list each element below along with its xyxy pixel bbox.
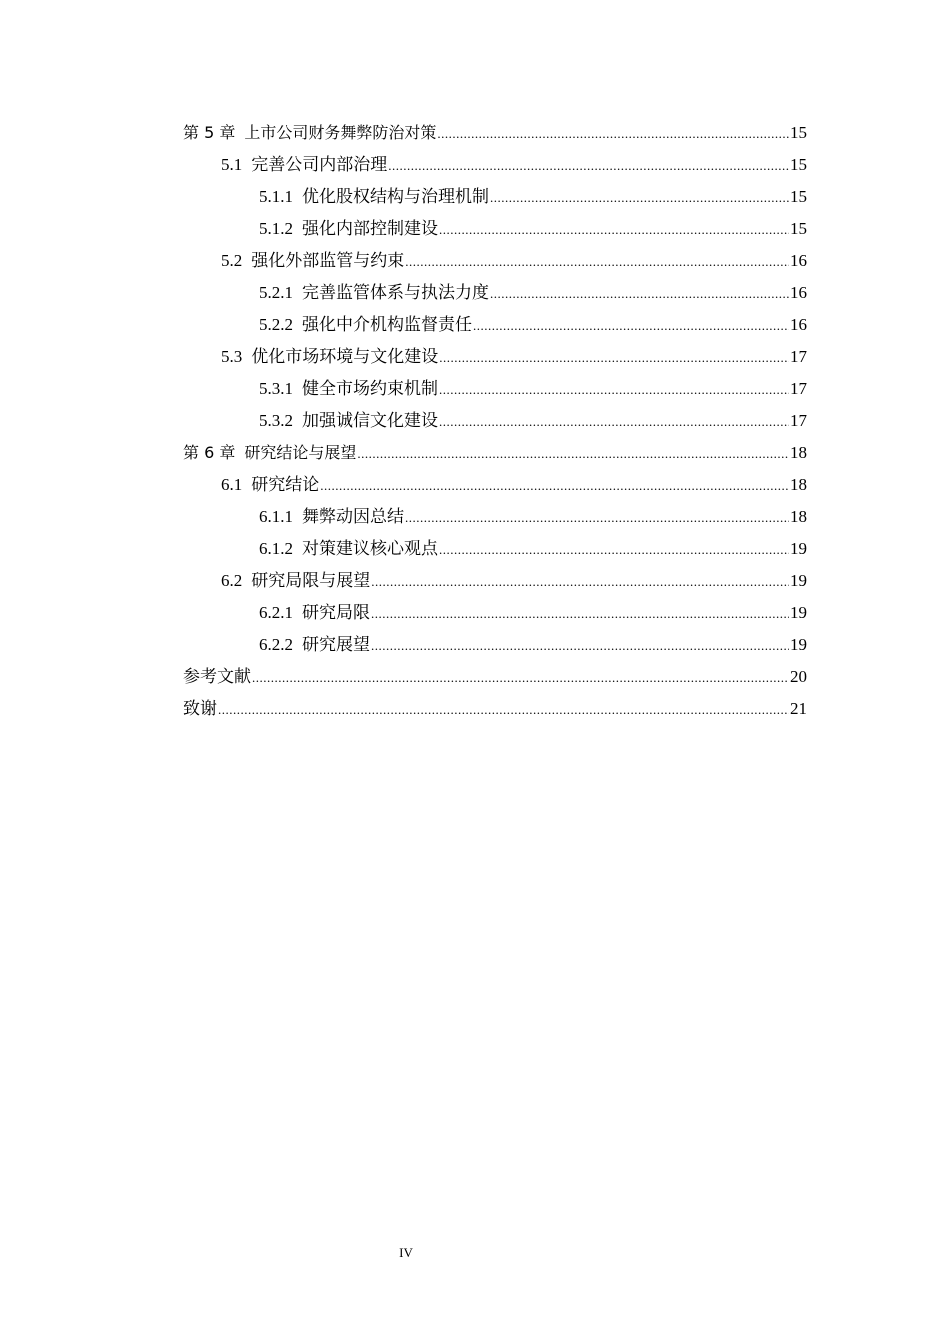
toc-entry-page: 17	[790, 411, 807, 430]
toc-entry-title	[221, 341, 438, 373]
toc-entry-text: 完善监管体系与执法力度	[302, 283, 489, 302]
toc-entry-page: 19	[790, 635, 807, 654]
toc-entry-title	[259, 629, 370, 661]
toc-dot-leader	[437, 118, 789, 150]
toc-entry[interactable]	[183, 373, 807, 405]
toc-dot-leader	[371, 566, 789, 598]
toc-entry-number: 5.1.1	[259, 187, 293, 206]
toc-entry-number: 6.2.1	[259, 603, 293, 622]
toc-entry-number: 第 5 章	[183, 123, 236, 142]
toc-entry-title	[259, 405, 438, 437]
toc-dot-leader	[405, 502, 789, 534]
toc-entry-page: 16	[790, 283, 807, 302]
toc-entry[interactable]	[183, 693, 807, 725]
toc-dot-leader	[405, 246, 789, 278]
toc-entry-title	[221, 245, 404, 277]
toc-entry-number: 第 6 章	[183, 443, 236, 462]
toc-dot-leader	[357, 438, 789, 470]
toc-entry-number: 6.2.2	[259, 635, 293, 654]
toc-entry-page: 19	[790, 539, 807, 558]
toc-entry-page: 20	[790, 667, 807, 686]
toc-entry-text: 健全市场约束机制	[302, 379, 438, 398]
toc-entry-page: 15	[790, 123, 807, 142]
toc-entry-page: 18	[790, 475, 807, 494]
toc-entry-text: 对策建议核心观点	[302, 539, 438, 558]
toc-entry-title	[259, 309, 472, 341]
toc-entry-page: 18	[790, 443, 807, 462]
toc-entry-text: 强化外部监管与约束	[251, 251, 405, 270]
toc-entry-text: 上市公司财务舞弊防治对策	[244, 123, 437, 142]
toc-entry[interactable]	[183, 565, 807, 597]
toc-entry-text: 研究展望	[302, 635, 370, 654]
toc-entry-text: 强化中介机构监督责任	[302, 315, 472, 334]
toc-entry-text: 参考文献	[183, 667, 251, 686]
toc-entry[interactable]	[183, 181, 807, 213]
toc-entry-number: 6.2	[221, 571, 243, 590]
toc-entry-title	[221, 469, 319, 501]
toc-entry[interactable]	[183, 661, 807, 693]
toc-entry-number: 5.1.2	[259, 219, 293, 238]
toc-dot-leader	[439, 214, 789, 246]
toc-entry-number: 5.2	[221, 251, 243, 270]
toc-entry-number: 6.1.2	[259, 539, 293, 558]
toc-entry-number: 5.3	[221, 347, 243, 366]
toc-entry-page: 15	[790, 187, 807, 206]
toc-dot-leader	[388, 150, 789, 182]
toc-entry-text: 致谢	[183, 699, 217, 718]
toc-dot-leader	[320, 470, 789, 502]
toc-entry[interactable]	[183, 277, 807, 309]
toc-entry-text: 研究局限	[302, 603, 370, 622]
toc-entry-number: 5.2.1	[259, 283, 293, 302]
toc-entry[interactable]	[183, 117, 807, 149]
table-of-contents	[183, 117, 807, 725]
toc-entry-page: 17	[790, 379, 807, 398]
toc-entry-page: 15	[790, 219, 807, 238]
toc-dot-leader	[439, 342, 789, 374]
toc-dot-leader	[439, 374, 789, 406]
toc-entry-text: 优化市场环境与文化建设	[251, 347, 439, 366]
toc-entry-page: 21	[790, 699, 807, 718]
toc-dot-leader	[473, 310, 789, 342]
toc-entry-text: 研究局限与展望	[251, 571, 371, 590]
toc-entry-title	[183, 661, 251, 693]
toc-entry-number: 6.1	[221, 475, 243, 494]
toc-entry-page: 19	[790, 603, 807, 622]
toc-entry-text: 完善公司内部治理	[251, 155, 388, 174]
toc-dot-leader	[490, 182, 789, 214]
toc-entry-number: 5.2.2	[259, 315, 293, 334]
toc-entry[interactable]	[183, 213, 807, 245]
toc-entry-title	[259, 533, 438, 565]
toc-entry-number: 5.1	[221, 155, 243, 174]
toc-entry[interactable]	[183, 597, 807, 629]
toc-dot-leader	[371, 630, 789, 662]
toc-entry-title	[259, 213, 438, 245]
toc-dot-leader	[218, 694, 789, 726]
toc-entry-text: 加强诚信文化建设	[302, 411, 438, 430]
toc-entry-title	[259, 277, 489, 309]
page-number: IV	[399, 1245, 413, 1260]
toc-entry-title	[183, 693, 217, 725]
toc-entry-title	[259, 181, 489, 213]
toc-entry[interactable]	[183, 533, 807, 565]
toc-dot-leader	[439, 406, 789, 438]
toc-entry-page: 17	[790, 347, 807, 366]
toc-entry-page: 15	[790, 155, 807, 174]
toc-entry-page: 18	[790, 507, 807, 526]
toc-entry-title	[183, 437, 356, 469]
toc-entry-page: 16	[790, 315, 807, 334]
toc-entry-number: 5.3.1	[259, 379, 293, 398]
toc-entry[interactable]	[183, 501, 807, 533]
toc-entry[interactable]	[183, 629, 807, 661]
toc-dot-leader	[490, 278, 789, 310]
toc-dot-leader	[252, 662, 789, 694]
toc-entry-page: 19	[790, 571, 807, 590]
toc-entry-title	[221, 565, 370, 597]
toc-entry[interactable]	[183, 245, 807, 277]
toc-entry[interactable]	[183, 341, 807, 373]
toc-entry[interactable]	[183, 149, 807, 181]
toc-entry-number: 6.1.1	[259, 507, 293, 526]
toc-entry-title	[259, 501, 404, 533]
toc-dot-leader	[439, 534, 789, 566]
toc-entry[interactable]	[183, 469, 807, 501]
toc-entry-title	[183, 117, 436, 149]
toc-entry-title	[259, 373, 438, 405]
toc-entry-page: 16	[790, 251, 807, 270]
toc-entry-title	[259, 597, 370, 629]
toc-entry-text: 研究结论	[251, 475, 320, 494]
toc-entry[interactable]	[183, 437, 807, 469]
toc-entry-text: 研究结论与展望	[244, 443, 357, 462]
toc-entry-text: 优化股权结构与治理机制	[302, 187, 489, 206]
toc-entry-text: 强化内部控制建设	[302, 219, 438, 238]
toc-entry[interactable]	[183, 309, 807, 341]
toc-entry-number: 5.3.2	[259, 411, 293, 430]
toc-entry[interactable]	[183, 405, 807, 437]
toc-entry-text: 舞弊动因总结	[302, 507, 404, 526]
toc-dot-leader	[371, 598, 789, 630]
toc-entry-title	[221, 149, 387, 181]
